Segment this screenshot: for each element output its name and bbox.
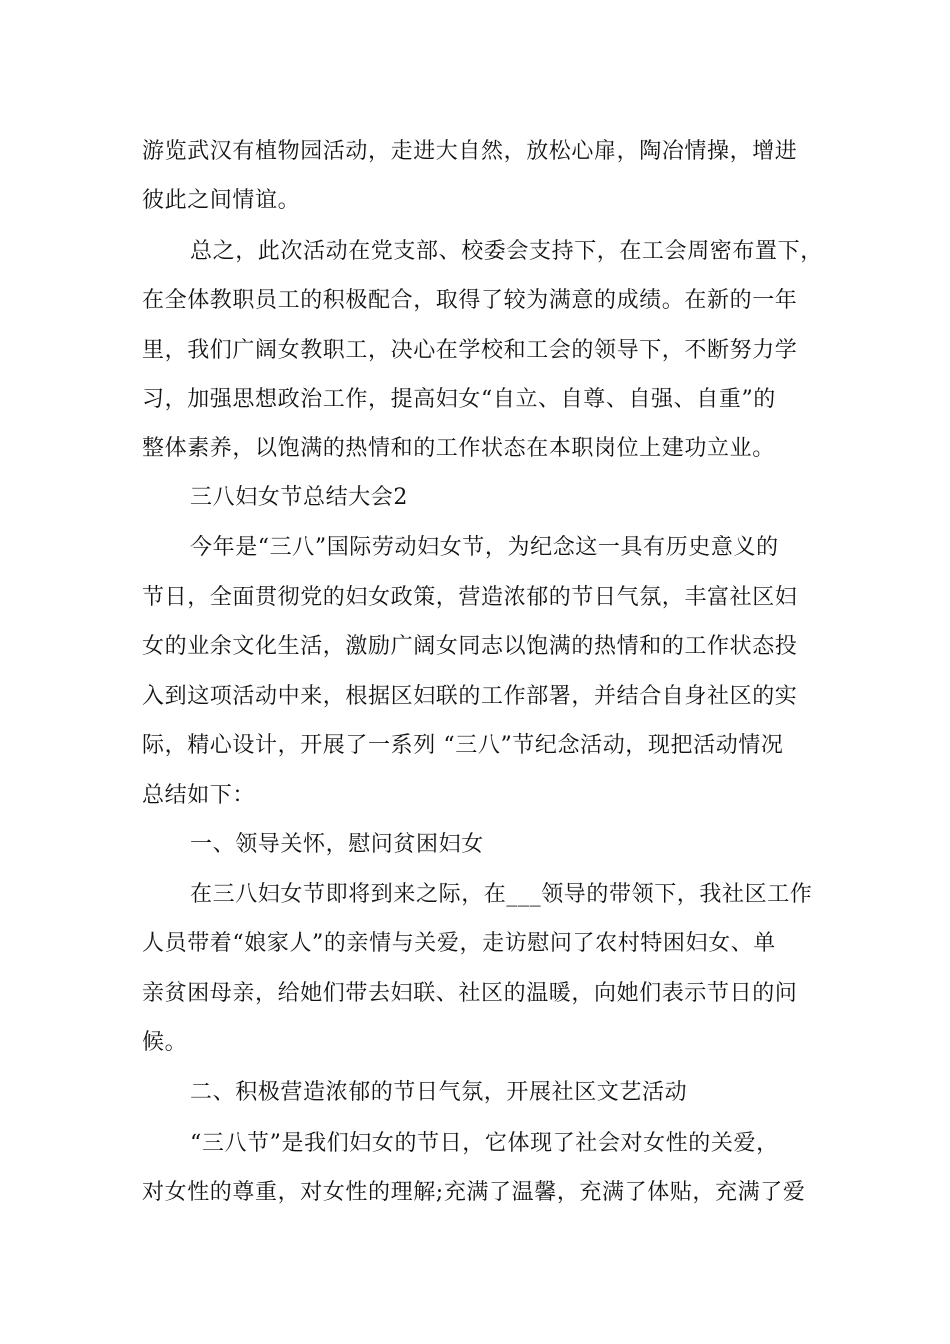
paragraph-start-line: “三八节”是我们妇女的节日，它体现了社会对女性的关爱， — [190, 1131, 779, 1156]
paragraph-start-line: 在三八妇女节即将到来之际，在___领导的带领下，我社区工作 — [190, 882, 813, 907]
body-text-line: 入到这项活动中来，根据区妇联的工作部署，并结合自身社区的实 — [142, 684, 798, 709]
body-text-line: 习，加强思想政治工作，提高妇女“自立、自尊、自强、自重”的 — [142, 387, 776, 412]
body-text-line: 女的业余文化生活，激励广阔女同志以饱满的热情和的工作状态投 — [142, 634, 798, 659]
body-text-line: 对女性的尊重，对女性的理解;充满了温馨，充满了体贴，充满了爱 — [142, 1180, 806, 1205]
section-title: 三八妇女节总结大会2 — [190, 485, 408, 510]
body-text-line: 游览武汉有植物园活动，走进大自然，放松心扉，陶冶情操，增进 — [142, 139, 798, 164]
body-text-line: 里，我们广阔女教职工，决心在学校和工会的领导下，不断努力学 — [142, 338, 798, 363]
body-text-line: 彼此之间情谊。 — [142, 188, 301, 213]
body-text-line: 候。 — [142, 1030, 188, 1055]
body-text-line: 亲贫困母亲，给她们带去妇联、社区的温暖，向她们表示节日的问 — [142, 981, 798, 1006]
paragraph-start-line: 今年是“三八”国际劳动妇女节，为纪念这一具有历史意义的 — [190, 535, 779, 560]
body-text-line: 整体素养，以饱满的热情和的工作状态在本职岗位上建功立业。 — [142, 436, 775, 461]
subsection-heading: 一、领导关怀，慰问贫困妇女 — [190, 832, 484, 857]
body-text-line: 人员带着“娘家人”的亲情与关爱，走访慰问了农村特困妇女、单 — [142, 931, 776, 956]
subsection-heading: 二、积极营造浓郁的节日气氛，开展社区文艺活动 — [190, 1080, 688, 1105]
body-text-line: 在全体教职员工的积极配合，取得了较为满意的成绩。在新的一年 — [142, 288, 798, 313]
body-text-line: 际，精心设计，开展了一系列 “三八”节纪念活动，现把活动情况 — [142, 733, 784, 758]
paragraph-start-line: 总之，此次活动在党支部、校委会支持下，在工会周密布置下， — [190, 239, 823, 264]
body-text-line: 总结如下： — [142, 783, 256, 808]
body-text-line: 节日，全面贯彻党的妇女政策，营造浓郁的节日气氛，丰富社区妇 — [142, 585, 798, 610]
